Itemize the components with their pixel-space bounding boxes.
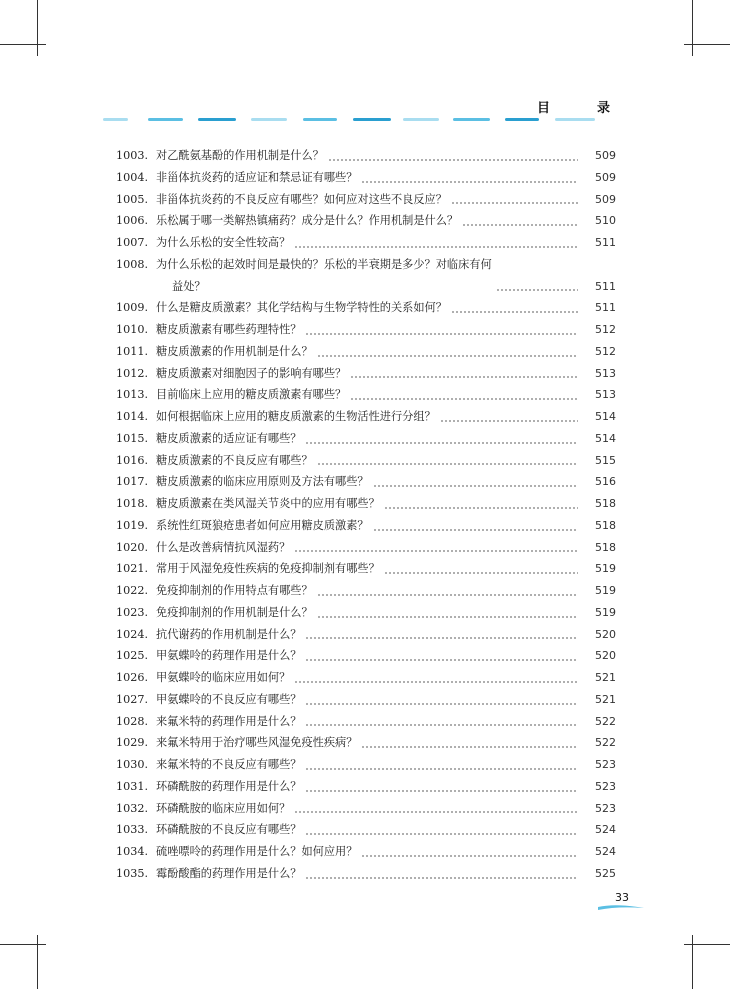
toc-entry-page: 518 (595, 497, 616, 510)
toc-dot-leader (361, 181, 578, 183)
toc-dot-leader (305, 790, 578, 792)
toc-entry-page: 514 (595, 410, 616, 423)
toc-entry-title: 硫唑嘌呤的药理作用是什么？如何应用？ (156, 845, 358, 858)
toc-entry[interactable] (116, 210, 616, 232)
toc-entry-page: 522 (595, 736, 616, 750)
toc-entry-page: 518 (595, 518, 616, 532)
toc-dot-leader (305, 703, 578, 705)
toc-entry-number: 1028. (116, 714, 149, 728)
toc-dot-leader (317, 463, 578, 465)
toc-entry-number: 1030. (116, 758, 149, 771)
toc-entry-page: 512 (595, 344, 616, 358)
toc-entry-page: 520 (595, 627, 616, 641)
toc-entry-title: 为什么乐松的安全性较高？ (156, 236, 291, 249)
toc-entry[interactable] (116, 471, 616, 493)
toc-entry-number: 1012. (116, 366, 149, 380)
toc-entry-page: 513 (595, 366, 616, 380)
toc-dot-leader (451, 311, 578, 313)
toc-entry[interactable] (116, 341, 616, 363)
toc-entry-title: 乐松属于哪一类解热镇痛药？成分是什么？作用机制是什么？ (156, 214, 459, 228)
toc-entry-title: 糖皮质激素的临床应用原则及方法有哪些？ (156, 475, 369, 489)
toc-dot-leader (317, 594, 578, 596)
toc-entry[interactable] (116, 515, 616, 537)
toc-entry-title: 环磷酰胺的药理作用是什么？ (156, 779, 302, 793)
toc-entry-page: 509 (595, 192, 616, 206)
toc-entry-title: 来氟米特的不良反应有哪些？ (156, 758, 302, 771)
toc-entry-title: 系统性红斑狼疮患者如何应用糖皮质激素？ (156, 518, 369, 532)
toc-entry[interactable] (116, 363, 616, 385)
table-of-contents (116, 145, 616, 885)
toc-entry[interactable] (116, 254, 616, 298)
toc-entry-number: 1035. (116, 866, 149, 880)
toc-entry[interactable] (116, 319, 616, 341)
toc-dot-leader (462, 224, 578, 226)
toc-entry-number: 1010. (116, 323, 149, 336)
toc-entry[interactable] (116, 167, 616, 189)
toc-entry-number: 1005. (116, 192, 149, 206)
toc-entry-page: 514 (595, 431, 616, 445)
toc-entry-title: 霉酚酸酯的药理作用是什么？ (156, 866, 302, 880)
toc-dot-leader (294, 811, 578, 813)
toc-entry-number: 1023. (116, 605, 149, 619)
toc-entry-title: 非甾体抗炎药的适应证和禁忌证有哪些？ (156, 170, 358, 184)
toc-entry-number: 1020. (116, 540, 149, 554)
toc-entry-title: 常用于风湿免疫性疾病的免疫抑制剂有哪些？ (156, 562, 380, 576)
toc-entry[interactable] (116, 711, 616, 733)
toc-entry-page: 521 (595, 692, 616, 706)
toc-entry[interactable] (116, 819, 616, 841)
toc-entry-number: 1013. (116, 388, 149, 402)
toc-entry-number: 1032. (116, 801, 149, 815)
toc-entry[interactable] (116, 645, 616, 667)
header-dash (555, 118, 595, 121)
toc-entry-page: 524 (595, 823, 616, 837)
page-header-title: 目 录 (536, 101, 627, 116)
toc-entry-number: 1029. (116, 736, 149, 750)
toc-entry-number: 1007. (116, 236, 149, 249)
toc-dot-leader (350, 398, 578, 400)
toc-entry[interactable] (116, 602, 616, 624)
header-decorative-rule (103, 115, 623, 125)
toc-dot-leader (451, 202, 578, 204)
toc-entry-number: 1009. (116, 301, 149, 315)
toc-dot-leader (305, 442, 578, 444)
toc-dot-leader (305, 877, 578, 879)
toc-entry-page: 509 (595, 149, 616, 162)
toc-entry[interactable] (116, 189, 616, 211)
toc-entry-title: 免疫抑制剂的作用特点有哪些？ (156, 584, 313, 597)
toc-entry-number: 1031. (116, 779, 149, 793)
toc-entry-number: 1024. (116, 627, 149, 641)
toc-entry-number: 1017. (116, 475, 149, 489)
header-dash (103, 118, 128, 121)
toc-entry-page: 509 (595, 170, 616, 184)
toc-entry-title: 如何根据临床上应用的糖皮质激素的生物活性进行分组？ (156, 410, 436, 423)
toc-entry-number: 1025. (116, 649, 149, 663)
toc-dot-leader (317, 616, 578, 618)
toc-entry-page: 511 (595, 279, 616, 293)
toc-entry-page: 524 (595, 845, 616, 858)
toc-entry-title: 甲氨蝶呤的临床应用如何？ (156, 671, 291, 684)
toc-entry-page: 511 (595, 301, 616, 315)
toc-entry-page: 519 (595, 562, 616, 576)
toc-entry-page: 521 (595, 671, 616, 684)
toc-entry[interactable] (116, 624, 616, 646)
toc-entry-title: 甲氨蝶呤的药理作用是什么？ (156, 649, 302, 663)
toc-dot-leader (294, 550, 578, 552)
toc-entry-page: 520 (595, 649, 616, 663)
toc-entry-title: 糖皮质激素的不良反应有哪些？ (156, 453, 313, 467)
toc-entry-title: 环磷酰胺的不良反应有哪些？ (156, 823, 302, 837)
toc-dot-leader (305, 768, 578, 770)
toc-dot-leader (328, 159, 578, 161)
toc-entry-title: 目前临床上应用的糖皮质激素有哪些？ (156, 388, 347, 402)
toc-dot-leader (384, 572, 578, 574)
toc-entry[interactable] (116, 841, 616, 863)
toc-entry-title: 免疫抑制剂的作用机制是什么？ (156, 605, 313, 619)
toc-entry[interactable] (116, 667, 616, 689)
header-dash (198, 118, 236, 121)
toc-entry-number: 1021. (116, 562, 149, 576)
toc-entry-title: 什么是改善病情抗风湿药？ (156, 540, 291, 554)
header-dash (403, 118, 439, 121)
toc-entry-page: 511 (595, 236, 616, 249)
toc-dot-leader (361, 746, 578, 748)
toc-entry-title: 来氟米特用于治疗哪些风湿免疫性疾病？ (156, 736, 358, 750)
toc-dot-leader (294, 681, 578, 683)
toc-entry[interactable] (116, 689, 616, 711)
toc-dot-leader (496, 289, 578, 291)
toc-entry-number: 1004. (116, 170, 149, 184)
toc-entry[interactable] (116, 384, 616, 406)
toc-entry-number: 1016. (116, 453, 149, 467)
toc-dot-leader (373, 485, 578, 487)
toc-dot-leader (305, 724, 578, 726)
header-dash (148, 118, 183, 121)
toc-entry-number: 1014. (116, 410, 149, 423)
toc-entry-number: 1018. (116, 497, 149, 510)
header-dash (505, 118, 539, 121)
page-number: 33 (615, 891, 629, 904)
header-dash (353, 118, 391, 121)
toc-entry-number: 1003. (116, 149, 149, 162)
toc-entry-number: 1011. (116, 344, 149, 358)
toc-entry-page: 516 (595, 475, 616, 489)
toc-entry-number: 1006. (116, 214, 149, 228)
toc-entry-page: 519 (595, 605, 616, 619)
toc-entry-page: 523 (595, 801, 616, 815)
toc-entry[interactable] (116, 863, 616, 885)
toc-entry[interactable] (116, 537, 616, 559)
toc-entry[interactable] (116, 580, 616, 602)
toc-entry-number: 1026. (116, 671, 149, 684)
toc-dot-leader (361, 855, 578, 857)
toc-entry-page: 515 (595, 453, 616, 467)
toc-entry[interactable] (116, 145, 616, 167)
toc-entry[interactable] (116, 732, 616, 754)
toc-entry[interactable] (116, 558, 616, 580)
toc-entry-title: 非甾体抗炎药的不良反应有哪些？如何应对这些不良反应？ (156, 192, 447, 206)
toc-entry-page: 523 (595, 758, 616, 771)
toc-entry-page: 518 (595, 540, 616, 554)
toc-entry-page: 523 (595, 779, 616, 793)
toc-entry-title: 糖皮质激素对细胞因子的影响有哪些？ (156, 366, 347, 380)
toc-entry[interactable] (116, 493, 616, 515)
toc-entry-title-line1: 为什么乐松的起效时间是最快的？乐松的半衰期是多少？对临床有何 (156, 257, 492, 271)
toc-dot-leader (373, 529, 578, 531)
header-dash (303, 118, 337, 121)
toc-entry-title: 甲氨蝶呤的不良反应有哪些？ (156, 692, 302, 706)
toc-dot-leader (305, 833, 578, 835)
toc-entry-page: 519 (595, 584, 616, 597)
toc-entry[interactable] (116, 428, 616, 450)
toc-entry[interactable] (116, 232, 616, 254)
toc-entry-number: 1008. (116, 257, 149, 271)
toc-entry-number: 1033. (116, 823, 149, 837)
toc-dot-leader (350, 376, 578, 378)
header-dash (251, 118, 287, 121)
toc-entry-title: 环磷酰胺的临床应用如何？ (156, 801, 291, 815)
toc-entry-title: 对乙酰氨基酚的作用机制是什么？ (156, 149, 324, 162)
toc-entry-number: 1027. (116, 692, 149, 706)
toc-dot-leader (305, 637, 578, 639)
toc-entry-page: 522 (595, 714, 616, 728)
toc-dot-leader (440, 420, 578, 422)
toc-entry[interactable] (116, 297, 616, 319)
toc-entry-number: 1034. (116, 845, 149, 858)
toc-entry[interactable] (116, 450, 616, 472)
toc-entry-page: 525 (595, 866, 616, 880)
toc-dot-leader (305, 333, 578, 335)
toc-entry-title (156, 254, 492, 298)
toc-entry-number: 1019. (116, 518, 149, 532)
toc-entry-title: 糖皮质激素的作用机制是什么？ (156, 344, 313, 358)
toc-entry-title: 糖皮质激素有哪些药理特性？ (156, 323, 302, 336)
toc-entry-title: 来氟米特的药理作用是什么？ (156, 714, 302, 728)
toc-entry[interactable] (116, 406, 616, 428)
toc-entry[interactable] (116, 754, 616, 776)
toc-entry-number: 1015. (116, 431, 149, 445)
toc-entry-title: 糖皮质激素在类风湿关节炎中的应用有哪些？ (156, 497, 380, 510)
toc-dot-leader (317, 355, 578, 357)
toc-entry-page: 510 (595, 214, 616, 228)
header-dash (453, 118, 490, 121)
toc-entry-number: 1022. (116, 584, 149, 597)
toc-entry-page: 512 (595, 323, 616, 336)
toc-entry-page: 513 (595, 388, 616, 402)
toc-dot-leader (294, 246, 578, 248)
toc-entry-title: 抗代谢药的作用机制是什么？ (156, 627, 302, 641)
toc-dot-leader (305, 659, 578, 661)
toc-entry-title-line2: 益处？ (172, 279, 206, 293)
toc-entry[interactable] (116, 776, 616, 798)
toc-entry-title: 什么是糖皮质激素？其化学结构与生物学特性的关系如何？ (156, 301, 447, 315)
toc-entry-title: 糖皮质激素的适应证有哪些？ (156, 431, 302, 445)
toc-entry[interactable] (116, 798, 616, 820)
toc-dot-leader (384, 507, 578, 509)
